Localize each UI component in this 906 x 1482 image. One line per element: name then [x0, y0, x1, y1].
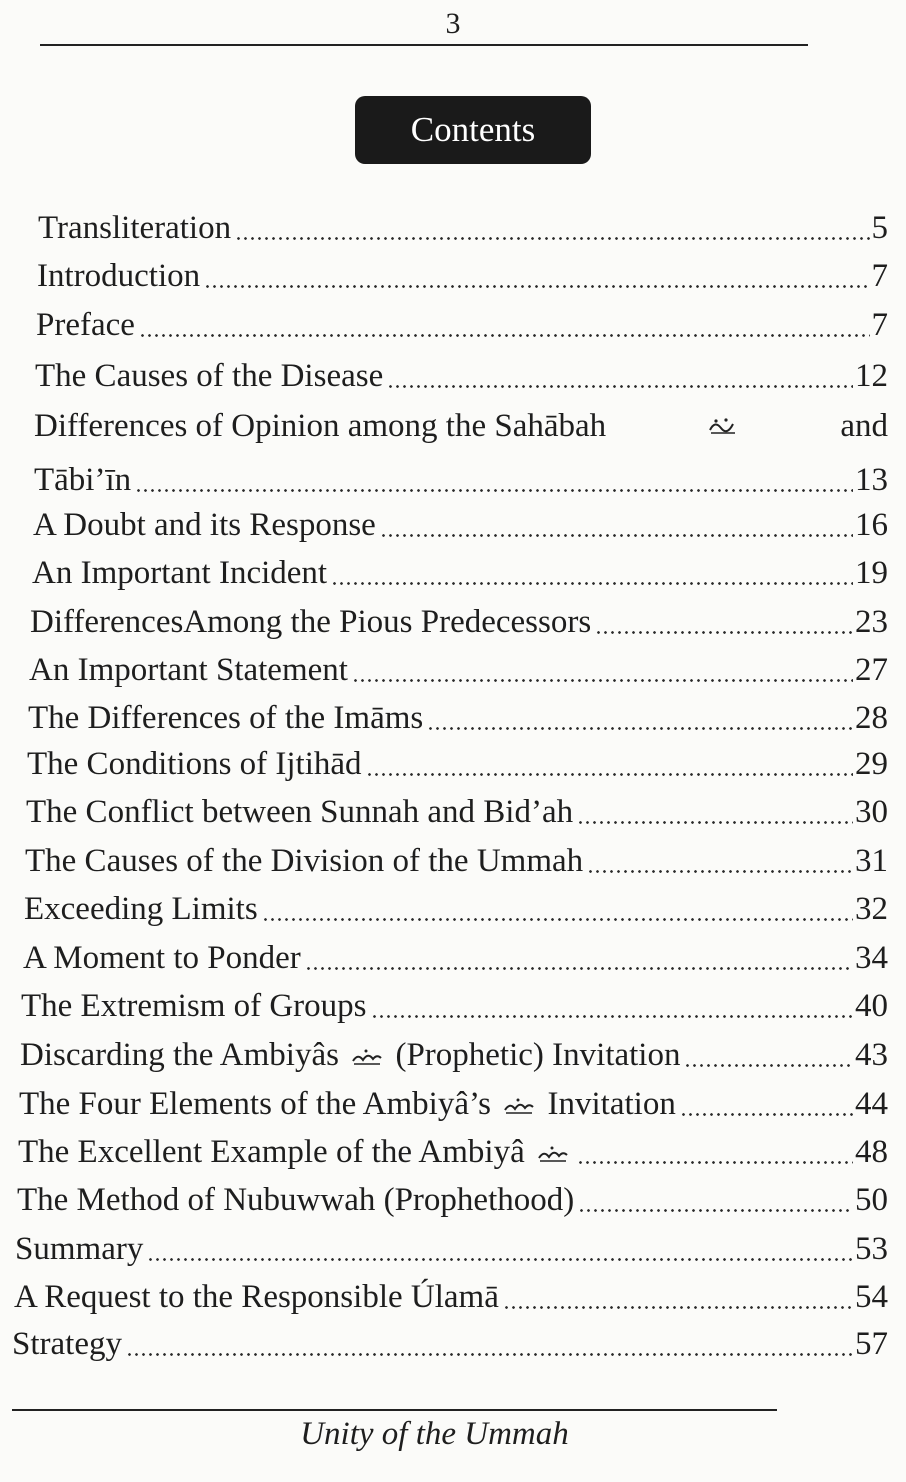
- toc-entry[interactable]: [34, 458, 888, 502]
- toc-entry-title: A Request to the Responsible Úlamā: [14, 1279, 499, 1315]
- leader-dots: [147, 1227, 853, 1271]
- toc-entry-title-part: The Excellent Example of the Ambiyâ: [18, 1134, 525, 1170]
- toc-entry-page: 43: [855, 1037, 888, 1073]
- toc-entry-page: 54: [855, 1279, 888, 1315]
- toc-entry-page: 7: [871, 258, 888, 294]
- toc-entry-title: An Important Statement: [29, 652, 348, 688]
- leader-dots: [139, 303, 870, 347]
- toc-entry-title: The Causes of the Disease: [35, 358, 384, 394]
- toc-entry-page: 40: [855, 988, 888, 1024]
- toc-entry[interactable]: [36, 303, 888, 347]
- book-title-footer: Unity of the Ummah: [300, 1416, 569, 1452]
- toc-entry-title-part: Discarding the Ambiyâs: [20, 1037, 339, 1073]
- toc-entry-page: 44: [855, 1086, 888, 1122]
- page-number: 3: [445, 7, 461, 40]
- toc-entry[interactable]: [12, 1322, 888, 1366]
- leader-dots: [366, 742, 853, 786]
- leader-dots: [595, 600, 853, 644]
- leader-dots: [587, 839, 853, 883]
- toc-entry-title-part: Invitation: [547, 1086, 676, 1122]
- toc-entry-page: 30: [855, 794, 888, 830]
- leader-dots: [371, 984, 853, 1028]
- toc-entry[interactable]: [30, 600, 888, 644]
- alayhimus-salam-calligraphy-icon: [503, 1096, 535, 1116]
- toc-entry[interactable]: [38, 206, 888, 250]
- toc-entry[interactable]: [20, 1033, 888, 1077]
- toc-entry-title-part: (Prophetic) Invitation: [395, 1037, 681, 1073]
- toc-entry-page: 53: [855, 1231, 888, 1267]
- toc-entry-title: Preface: [36, 307, 135, 343]
- toc-entry-title-part: Differences of Opinion among the Sahābah: [34, 408, 607, 444]
- toc-entry-title: An Important Incident: [32, 555, 328, 591]
- toc-entry-page: 19: [855, 555, 888, 591]
- leader-dots: [577, 1130, 853, 1174]
- toc-entry-title: Transliteration: [38, 210, 232, 246]
- toc-entry-title: Summary: [15, 1231, 144, 1267]
- toc-entry-page: 16: [855, 507, 888, 543]
- toc-entry-page: 29: [855, 746, 888, 782]
- toc-entry[interactable]: [32, 551, 888, 595]
- leader-dots: [578, 1178, 853, 1222]
- toc-entry-title: [18, 1130, 573, 1174]
- leader-dots: [503, 1275, 853, 1319]
- toc-entry[interactable]: [15, 1227, 888, 1271]
- toc-entry[interactable]: [25, 839, 888, 883]
- toc-entry-title: The Method of Nubuwwah (Prophethood): [17, 1182, 575, 1218]
- toc-entry-page: 27: [855, 652, 888, 688]
- toc-entry-page: 34: [855, 940, 888, 976]
- alayhimus-salam-calligraphy-icon: [351, 1047, 383, 1067]
- toc-entry[interactable]: [18, 1130, 888, 1174]
- leader-dots: [680, 1082, 853, 1126]
- footer-rule: [12, 1409, 777, 1411]
- toc-entry-title: DifferencesAmong the Pious Predecessors: [30, 604, 592, 640]
- toc-entry[interactable]: [29, 648, 888, 692]
- toc-entry-title: Introduction: [37, 258, 201, 294]
- toc-entry-title-part: and: [840, 408, 888, 444]
- leader-dots: [204, 254, 869, 298]
- toc-entry[interactable]: [14, 1275, 888, 1319]
- toc-entry-page: 32: [855, 891, 888, 927]
- toc-entry[interactable]: [26, 790, 888, 834]
- toc-entry[interactable]: [21, 984, 888, 1028]
- toc-entry-title: The Causes of the Division of the Ummah: [25, 843, 584, 879]
- toc-entry-page: 50: [855, 1182, 888, 1218]
- toc-entry-title: The Conflict between Sunnah and Bid’ah: [26, 794, 574, 830]
- leader-dots: [387, 354, 853, 398]
- toc-entry[interactable]: [28, 696, 888, 740]
- leader-dots: [262, 887, 853, 931]
- toc-entry-title: Exceeding Limits: [24, 891, 258, 927]
- leader-dots: [577, 790, 853, 834]
- toc-entry-title-part: The Four Elements of the Ambiyâ’s: [19, 1086, 492, 1122]
- toc-entry[interactable]: [27, 742, 888, 786]
- radiyallahu-anhum-calligraphy-icon: [707, 416, 739, 436]
- contents-heading: Contents: [355, 96, 591, 164]
- leader-dots: [684, 1033, 853, 1077]
- toc-entry-title: Tābi’īn: [34, 462, 132, 498]
- toc-entry[interactable]: [17, 1178, 888, 1222]
- leader-dots: [331, 551, 853, 595]
- toc-entry[interactable]: [35, 354, 888, 398]
- toc-entry-title: The Extremism of Groups: [21, 988, 367, 1024]
- toc-entry-title: The Differences of the Imāms: [28, 700, 424, 736]
- toc-entry-page: 57: [855, 1326, 888, 1362]
- toc-entry-wrapped-first-line[interactable]: [34, 404, 888, 448]
- toc-entry[interactable]: [37, 254, 888, 298]
- leader-dots: [135, 458, 853, 502]
- toc-entry-page: 13: [855, 462, 888, 498]
- toc-entry-page: 31: [855, 843, 888, 879]
- alayhimus-salam-calligraphy-icon: [537, 1144, 569, 1164]
- toc-entry-title: [19, 1082, 676, 1126]
- toc-entry-title: Strategy: [12, 1326, 122, 1362]
- toc-entry-page: 28: [855, 700, 888, 736]
- toc-entry-title: A Doubt and its Response: [33, 507, 376, 543]
- toc-entry-page: 7: [871, 307, 888, 343]
- leader-dots: [352, 648, 853, 692]
- toc-entry[interactable]: [19, 1082, 888, 1126]
- toc-entry-page: 12: [855, 358, 888, 394]
- leader-dots: [427, 696, 853, 740]
- toc-entry-page: 23: [855, 604, 888, 640]
- toc-entry-title: A Moment to Ponder: [23, 940, 301, 976]
- leader-dots: [235, 206, 869, 250]
- leader-dots: [126, 1322, 853, 1366]
- toc-entry-title: The Conditions of Ijtihād: [27, 746, 362, 782]
- toc-entry-page: 5: [871, 210, 888, 246]
- toc-entry[interactable]: [24, 887, 888, 931]
- leader-dots: [380, 503, 853, 547]
- toc-entry[interactable]: [23, 936, 888, 980]
- leader-dots: [305, 936, 853, 980]
- toc-entry-page: 48: [855, 1134, 888, 1170]
- toc-entry-title: [20, 1033, 680, 1077]
- toc-entry[interactable]: [33, 503, 888, 547]
